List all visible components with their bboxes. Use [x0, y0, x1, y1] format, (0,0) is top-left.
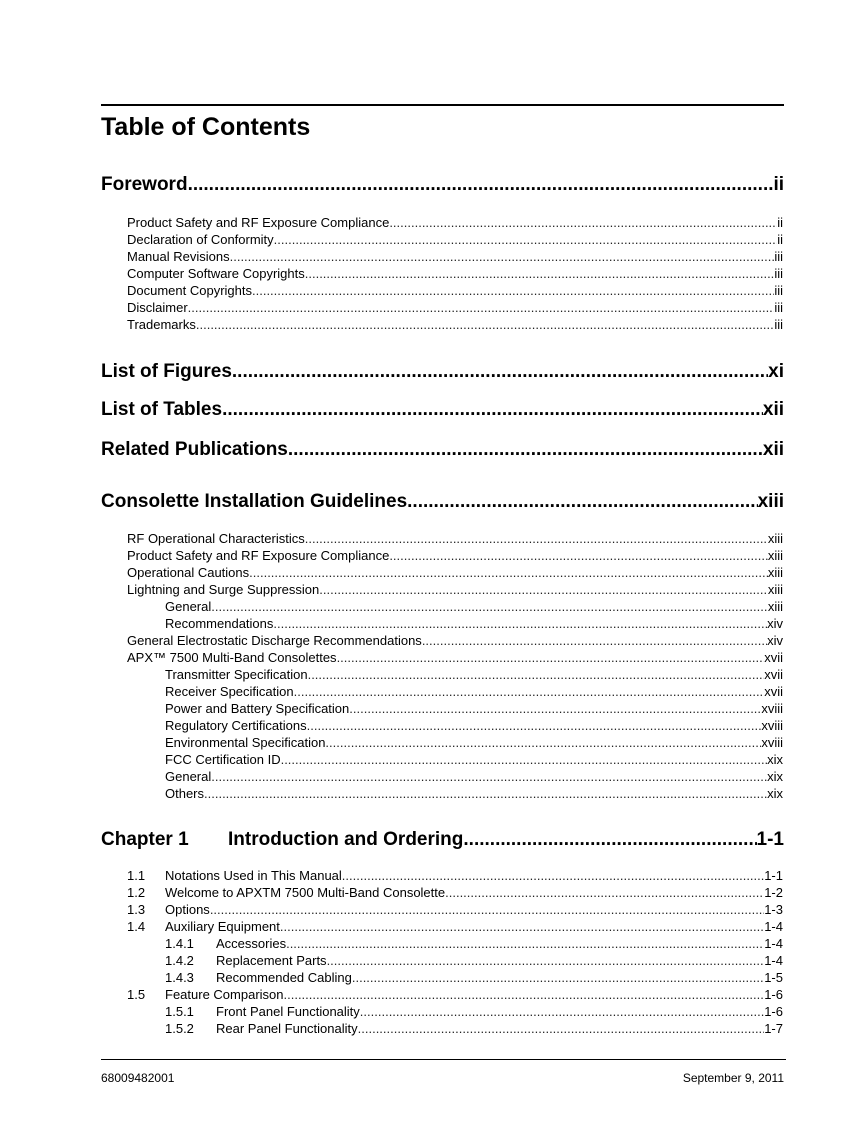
toc-item[interactable] [127, 582, 783, 599]
toc-label: Regulatory Certifications [165, 718, 307, 733]
page-title: Table of Contents [101, 113, 311, 141]
section-title: Feature Comparison [165, 987, 284, 1002]
dot-leader [422, 633, 767, 648]
toc-page: 1-4 [764, 953, 783, 968]
toc-label: Disclaimer [127, 300, 188, 315]
toc-page: 1-6 [764, 1004, 783, 1019]
toc-label [127, 902, 210, 917]
toc-label: Product Safety and RF Exposure Compliance [127, 548, 390, 563]
dot-leader [288, 439, 763, 461]
dot-leader [360, 1004, 764, 1019]
bottom-rule [101, 1059, 786, 1060]
toc-label: General [165, 599, 212, 614]
top-rule [101, 104, 784, 106]
toc-label [165, 953, 327, 968]
toc-label: Receiver Specification [165, 684, 294, 699]
toc-page: 1-7 [764, 1021, 783, 1036]
toc-label [165, 936, 286, 951]
toc-label: Declaration of Conformity [127, 232, 274, 247]
toc-page: xii [762, 439, 784, 460]
toc-label: RF Operational Characteristics [127, 531, 305, 546]
dot-leader [188, 174, 774, 196]
toc-label [165, 970, 352, 985]
toc-label: Recommendations [165, 616, 274, 631]
toc-entry-foreword[interactable] [101, 174, 784, 198]
dot-leader [286, 936, 764, 951]
toc-item[interactable] [127, 565, 783, 582]
dot-leader [281, 752, 768, 767]
toc-subsection[interactable] [165, 1004, 783, 1021]
section-number: 1.4 [127, 919, 146, 934]
dot-leader [273, 616, 767, 631]
toc-label [165, 1021, 358, 1036]
toc-subsection[interactable] [165, 936, 783, 953]
dot-leader [196, 317, 774, 332]
toc-label: Consolette Installation Guidelines [101, 491, 408, 512]
toc-page: xvii [764, 684, 783, 699]
toc-item[interactable] [127, 300, 783, 317]
toc-page: xiii [767, 548, 783, 563]
toc-label [127, 919, 280, 934]
dot-leader [305, 266, 775, 281]
dot-leader [232, 361, 768, 383]
toc-page: 1-1 [756, 829, 784, 850]
dot-leader [327, 953, 765, 968]
dot-leader [342, 868, 764, 883]
toc-page: iii [774, 283, 783, 298]
toc-page: xiii [757, 491, 784, 512]
toc-subitem[interactable] [165, 667, 783, 684]
toc-label [127, 987, 284, 1002]
toc-page: iii [774, 266, 783, 281]
dot-leader [305, 531, 768, 546]
dot-leader [349, 701, 761, 716]
toc-subitem[interactable] [165, 684, 783, 701]
toc-subsection[interactable] [165, 953, 783, 970]
dot-leader [325, 735, 761, 750]
section-title: Options [165, 902, 210, 917]
toc-label: Product Safety and RF Exposure Compliance [127, 215, 390, 230]
footer-date: September 9, 2011 [682, 1071, 784, 1085]
section-number: 1.1 [127, 868, 146, 883]
dot-leader [188, 300, 775, 315]
toc-label [127, 868, 342, 883]
section-number: 1.5.2 [165, 1021, 194, 1036]
toc-page: iii [774, 300, 783, 315]
section-title: Replacement Parts [216, 953, 327, 968]
toc-label: Trademarks [127, 317, 196, 332]
toc-item[interactable] [127, 266, 783, 283]
section-number: 1.3 [127, 902, 146, 917]
section-title: Notations Used in This Manual [165, 868, 342, 883]
toc-page: xviii [761, 735, 783, 750]
toc-section[interactable] [127, 919, 783, 936]
toc-label: Related Publications [101, 439, 288, 460]
toc-page: xiii [767, 582, 783, 597]
dot-leader [294, 684, 765, 699]
toc-label: Document Copyrights [127, 283, 252, 298]
dot-leader [389, 548, 768, 563]
footer-doc-number: 68009482001 [101, 1071, 175, 1085]
toc-page: xvii [764, 667, 783, 682]
toc-label [101, 829, 463, 851]
toc-entry-list-of-tables[interactable] [101, 399, 784, 423]
section-number: 1.4.2 [165, 953, 194, 968]
toc-item[interactable] [127, 283, 783, 300]
section-number: 1.5 [127, 987, 146, 1002]
dot-leader [284, 987, 765, 1002]
section-number: 1.5.1 [165, 1004, 194, 1019]
toc-section[interactable] [127, 885, 783, 902]
toc-subsection[interactable] [165, 970, 783, 987]
chapter-title: Introduction and Ordering [228, 829, 464, 850]
dot-leader [463, 829, 756, 851]
toc-label: Others [165, 786, 205, 801]
toc-label: List of Figures [101, 361, 232, 382]
toc-entry-related-publications[interactable] [101, 439, 784, 463]
toc-page: xi [768, 361, 784, 382]
toc-subitem[interactable] [165, 769, 783, 786]
toc-subitem[interactable] [165, 735, 783, 752]
section-title: Welcome to APXTM 7500 Multi-Band Consolette [165, 885, 446, 900]
toc-page: xviii [761, 701, 783, 716]
toc-label: APX™ 7500 Multi-Band Consolettes [127, 650, 337, 665]
toc-entry-chapter-1[interactable] [101, 829, 784, 853]
toc-label: General [165, 769, 212, 784]
toc-label: FCC Certification ID [165, 752, 281, 767]
toc-label: List of Tables [101, 399, 223, 420]
toc-page: 1-3 [764, 902, 783, 917]
toc-subsection[interactable] [165, 1021, 783, 1038]
dot-leader [445, 885, 764, 900]
toc-page: 1-6 [764, 987, 783, 1002]
toc-label [127, 885, 445, 900]
dot-leader [210, 902, 764, 917]
dot-leader [319, 582, 768, 597]
dot-leader [211, 769, 767, 784]
section-number: 1.4.3 [165, 970, 194, 985]
toc-page: xiii [767, 599, 783, 614]
toc-page: xii [762, 399, 784, 420]
dot-leader [358, 1021, 765, 1036]
section-title: Rear Panel Functionality [216, 1021, 358, 1036]
toc-page: iii [774, 249, 783, 264]
section-title: Front Panel Functionality [216, 1004, 360, 1019]
toc-item[interactable] [127, 317, 783, 334]
dot-leader [252, 283, 774, 298]
toc-page: ii [777, 215, 783, 230]
dot-leader [307, 718, 762, 733]
toc-item[interactable] [127, 215, 783, 232]
toc-subitem[interactable] [165, 599, 783, 616]
toc-page: 1-1 [764, 868, 783, 883]
toc-subitem[interactable] [165, 701, 783, 718]
section-title: Accessories [216, 936, 287, 951]
toc-page: xix [767, 786, 783, 801]
dot-leader [274, 232, 778, 247]
dot-leader [211, 599, 768, 614]
section-number: 1.4.1 [165, 936, 194, 951]
toc-label: Transmitter Specification [165, 667, 308, 682]
toc-item[interactable] [127, 249, 783, 266]
dot-leader [407, 491, 757, 513]
toc-label: Power and Battery Specification [165, 701, 350, 716]
toc-label: Lightning and Surge Suppression [127, 582, 320, 597]
toc-label: Environmental Specification [165, 735, 326, 750]
chapter-number: Chapter 1 [101, 829, 189, 850]
toc-page: 1-2 [764, 885, 783, 900]
toc-label: General Electrostatic Discharge Recommendations [127, 633, 422, 648]
toc-page: xvii [764, 650, 783, 665]
toc-page: xiv [767, 616, 783, 631]
dot-leader [249, 565, 768, 580]
toc-page: xix [767, 752, 783, 767]
dot-leader [204, 786, 767, 801]
toc-page: xviii [761, 718, 783, 733]
toc-label: Computer Software Copyrights [127, 266, 305, 281]
toc-item[interactable] [127, 548, 783, 565]
dot-leader [222, 399, 763, 421]
section-number: 1.2 [127, 885, 146, 900]
dot-leader [308, 667, 765, 682]
toc-item[interactable] [127, 232, 783, 249]
toc-section[interactable] [127, 902, 783, 919]
toc-label: Operational Cautions [127, 565, 250, 580]
toc-page: iii [774, 317, 783, 332]
dot-leader [230, 249, 775, 264]
toc-subitem[interactable] [165, 718, 783, 735]
toc-page: xiii [767, 531, 783, 546]
section-title: Recommended Cabling [216, 970, 352, 985]
toc-subitem[interactable] [165, 616, 783, 633]
toc-entry-installation-guidelines[interactable] [101, 491, 784, 515]
toc-page: 1-5 [764, 970, 783, 985]
dot-leader [280, 919, 764, 934]
toc-subitem[interactable] [165, 752, 783, 769]
dot-leader [337, 650, 765, 665]
toc-page: ii [777, 232, 783, 247]
toc-item[interactable] [127, 633, 783, 650]
toc-page: 1-4 [764, 936, 783, 951]
toc-label: Foreword [101, 174, 188, 195]
toc-item[interactable] [127, 650, 783, 667]
section-title: Auxiliary Equipment [165, 919, 280, 934]
toc-page: xix [767, 769, 783, 784]
toc-label [165, 1004, 360, 1019]
toc-subitem[interactable] [165, 786, 783, 803]
toc-page: 1-4 [764, 919, 783, 934]
dot-leader [389, 215, 777, 230]
toc-page: ii [773, 174, 784, 195]
toc-entry-list-of-figures[interactable] [101, 361, 784, 385]
toc-page: xiv [767, 633, 783, 648]
toc-label: Manual Revisions [127, 249, 230, 264]
toc-section[interactable] [127, 987, 783, 1004]
toc-page: xiii [767, 565, 783, 580]
toc-item[interactable] [127, 531, 783, 548]
toc-section[interactable] [127, 868, 783, 885]
dot-leader [352, 970, 764, 985]
